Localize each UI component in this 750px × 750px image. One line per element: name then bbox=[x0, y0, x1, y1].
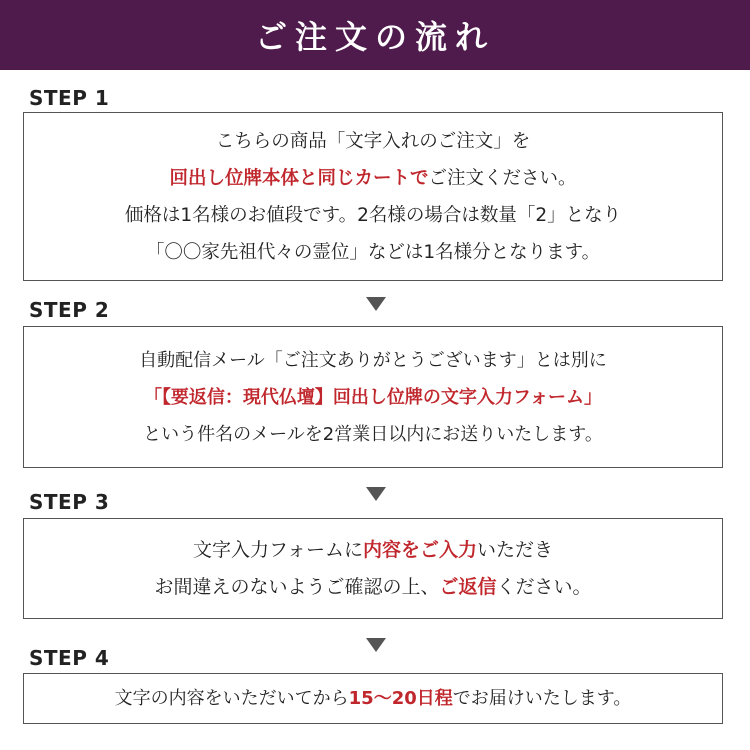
step-4-label: STEP 4 bbox=[29, 646, 110, 670]
step-2-line-2 bbox=[144, 379, 602, 416]
step-4-highlight: 15〜20日程 bbox=[348, 688, 453, 709]
down-arrow-icon bbox=[366, 638, 386, 652]
step-2-line-3: という件名のメールを2営業日以内にお送りいたします。 bbox=[143, 423, 603, 445]
down-arrow-icon bbox=[366, 297, 386, 311]
step-3-line-1: 文字入力フォームに内容をご入力いただき bbox=[192, 538, 554, 561]
header-banner bbox=[0, 0, 750, 70]
step-2-box bbox=[23, 326, 723, 468]
step-1-box bbox=[23, 112, 723, 281]
step-1-line-3: 価格は1名様のお値段です。2名様の場合は数量「2」となり bbox=[124, 204, 622, 226]
step-3-highlight-1: 内容をご入力 bbox=[363, 538, 478, 561]
step-1-line-4: 「〇〇家先祖代々の霊位」などは1名様分となります。 bbox=[145, 241, 601, 263]
step-3-label: STEP 3 bbox=[29, 490, 110, 514]
step-4-box bbox=[23, 673, 723, 724]
step-3-highlight-2: ご返信 bbox=[439, 575, 497, 598]
step-3-line-2: お間違えのないようご確認の上、ご返信ください。 bbox=[154, 575, 592, 598]
step-2-highlight: 「【要返信：現代仏壇】回出し位牌の文字入力フォーム」 bbox=[143, 386, 603, 408]
step-3-box bbox=[23, 518, 723, 619]
step-2-label: STEP 2 bbox=[29, 298, 110, 322]
down-arrow-icon bbox=[366, 487, 386, 501]
step-1-highlight: 回出し位牌本体と同じカートで bbox=[169, 167, 429, 189]
step-1-line-2: 回出し位牌本体と同じカートでご注文ください。 bbox=[169, 167, 577, 189]
step-2-line-1: 自動配信メール「ご注文ありがとうございます」とは別に bbox=[139, 349, 607, 371]
step-1-line-1: こちらの商品「文字入れのご注文」を bbox=[215, 130, 531, 152]
page-title: ご注文の流れ bbox=[254, 18, 495, 56]
step-4-line-1: 文字の内容をいただいてから15〜20日程でお届けいたします。 bbox=[114, 688, 632, 709]
step-1-label: STEP 1 bbox=[29, 86, 110, 110]
